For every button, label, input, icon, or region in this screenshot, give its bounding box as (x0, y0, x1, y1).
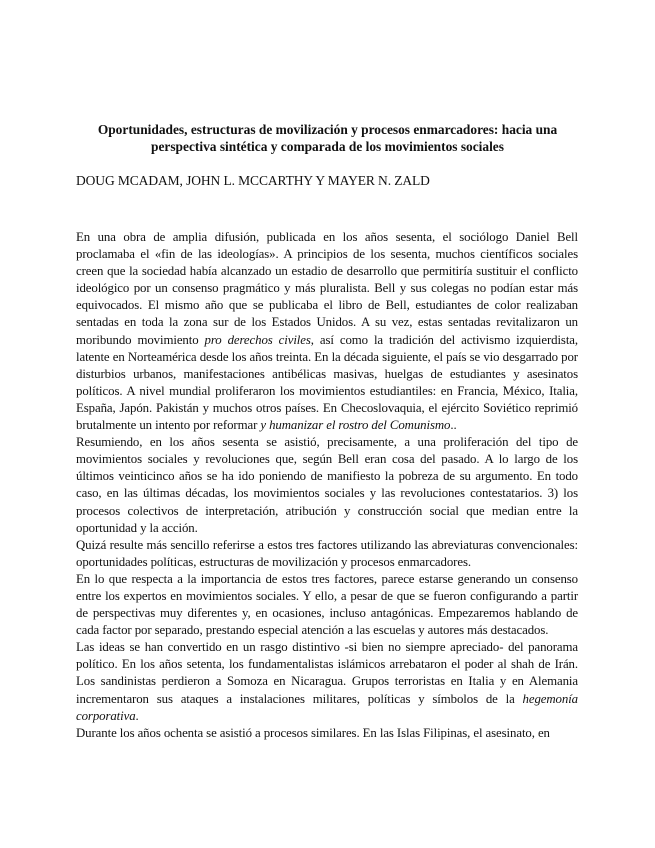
paragraph-5 (76, 639, 578, 724)
document-title (70, 121, 585, 155)
title-line-2: perspectiva sintética y comparada de los movimientos sociales (151, 139, 504, 154)
body-text (76, 229, 578, 742)
paragraph-6: Durante los años ochenta se asistió a procesos similares. En las Islas Filipinas, el asesinato, en (76, 725, 550, 740)
paragraph-5-text-a: Las ideas se han convertido en un rasgo distintivo -si bien no siempre apreciado- del panorama político. En los años setenta, los fundamentalistas islámicos arrebataron el poder al shah de Irán. Los sandinistas perdieron a Somoza en Nicaragua. Grupos terroristas en Italia y en Alemania incrementaron sus ataques a instalaciones militares, políticas y símbolos de la (76, 640, 578, 706)
title-line-1: Oportunidades, estructuras de movilización y procesos enmarcadores: hacia una (97, 122, 558, 137)
paragraph-1-emphasis-1: pro derechos civiles (204, 332, 311, 347)
paragraph-1-emphasis-2: y humanizar el rostro del Comunismo (260, 418, 451, 433)
paragraph-1-text-c: .. (450, 418, 457, 433)
paragraph-1 (76, 229, 578, 434)
paragraph-4: En lo que respecta a la importancia de estos tres factores, parece estarse generando un consenso entre los expertos en movimientos sociales. Y ello, a pesar de que se fueron configurando a partir de perspectivas muy diferentes y, en ocasiones, incluso antagónicas. Empezaremos hablando de cada factor por separado, prestando especial atención a las escuelas y autores más destacados. (76, 571, 578, 638)
paragraph-3: Quizá resulte más sencillo referirse a estos tres factores utilizando las abreviaturas convencionales: oportunidades políticas, estructuras de movilización y procesos enmarcadores. (76, 537, 578, 569)
paragraph-1-text-b: , así como la tradición del activismo izquierdista, latente en Norteamérica desde los años treinta. En la década siguiente, el país se vio desgarrado por disturbios urbanos, manifestaciones antibélicas masivas, huelgas de estudiantes y asesinatos políticos. A nivel mundial proliferaron los movimientos estudiantiles: en Francia, México, Italia, España, Japón. Pakistán y muchos otros países. En Checoslovaquia, el ejército Soviético reprimió brutalmente un intento por reformar (76, 332, 579, 433)
authors-line: DOUG MCADAM, JOHN L. MCCARTHY Y MAYER N. ZALD (76, 173, 430, 188)
paragraph-2: Resumiendo, en los años sesenta se asistió, precisamente, a una proliferación del tipo de movimientos sociales y revoluciones que, según Bell eran cosa del pasado. A lo largo de los últimos veinticinco años se ha ido poniendo de manifiesto la pobreza de su argumento. En todo caso, en las últimas décadas, los movimientos sociales y las revoluciones contestatarios. 3) los procesos colectivos de interpretación, atribución y construcción social que median entre la oportunidad y la acción. (76, 435, 578, 535)
paragraph-5-text-b: . (135, 708, 139, 723)
paragraph-5-emphasis: hegemonía corporativa (76, 691, 578, 723)
paragraph-1-text-a: En una obra de amplia difusión, publicada en los años sesenta, el sociólogo Daniel Bell proclamaba el «fin de las ideologías». A principios de los sesenta, muchos científicos sociales creen que la sociedad había alcanzado un estadio de desarrollo que permitiría sustituir el conflicto ideológico por un consenso pragmático y más pluralista. Bell y sus colegas no podían estar más equivocados. El mismo año que se publicaba el libro de Bell, estudiantes de color realizaban sentadas en toda la zona sur de los Estados Unidos. A su vez, estas sentadas revitalizaron un moribundo movimiento (76, 230, 578, 347)
